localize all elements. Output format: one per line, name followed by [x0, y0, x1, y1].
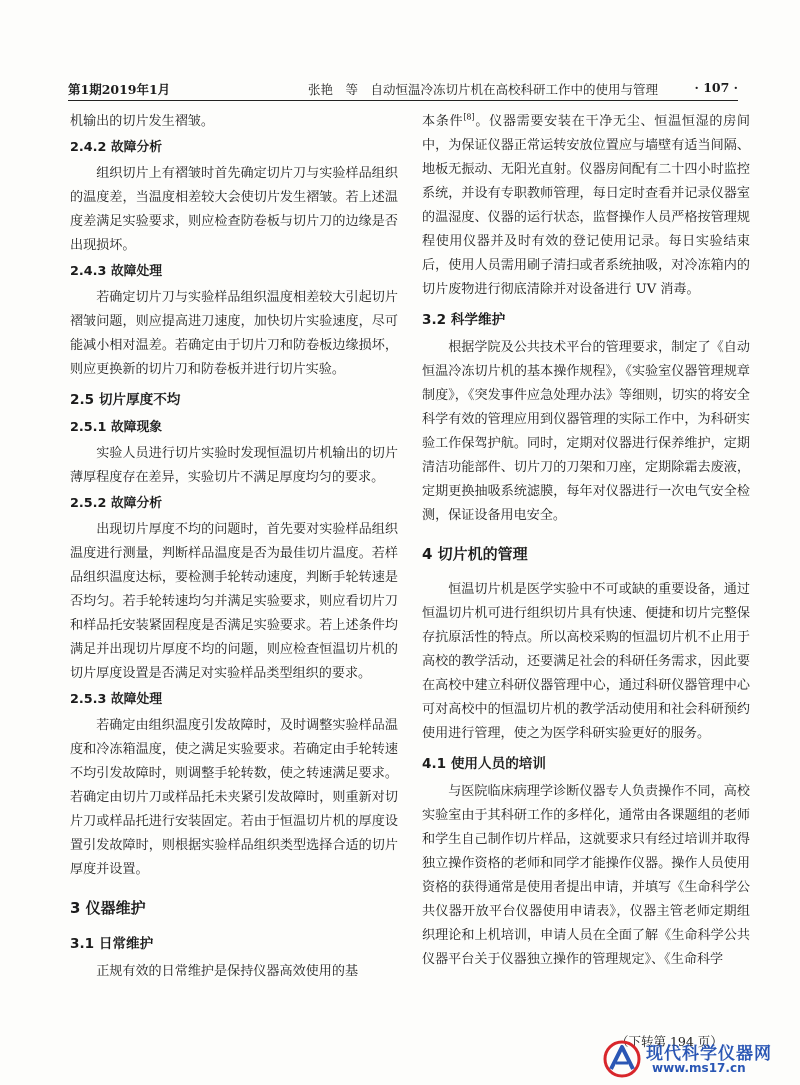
section-heading-3: 3 仪器维护: [70, 899, 146, 917]
paragraph: 若确定切片刀与实验样品组织温度相差较大引起切片褶皱问题，则应提高进刀速度，加快切片实验速度，尽可能减小相对温差。若确定由于切片刀和防卷板边缘损坏，则应更换新的切片刀和防卷板并进行切片实验。: [70, 290, 398, 377]
paragraph: 若确定由组织温度引发故障时，及时调整实验样品温度和冷冻箱温度，使之满足实验要求。若确定由手轮转速不均引发故障时，则调整手轮转数，使之转速满足要求。若确定由切片刀或样品托未夹紧引发故障时，则重新对切片刀或样品托进行安装固定。若由于恒温切片机的厚度设置引发故障时，则根据实验样品组织类型选择合适的切片厚度并设置。: [70, 718, 398, 877]
right-column: [422, 110, 750, 972]
section-heading-3-2: 3.2 科学维护: [422, 312, 506, 328]
paragraph: 实验人员进行切片实验时发现恒温切片机输出的切片薄厚程度存在差异，实验切片不满足厚度均匀的要求。: [70, 446, 398, 485]
section-heading-2-4-3: 2.4.3 故障处理: [70, 264, 163, 279]
section-heading-2-5-1: 2.5.1 故障现象: [70, 420, 163, 435]
paragraph-text: 本条件: [422, 114, 464, 129]
section-heading-4-1: 4.1 使用人员的培训: [422, 756, 546, 772]
running-title: 张艳 等 自动恒温冷冻切片机在高校科研工作中的使用与管理: [308, 82, 659, 97]
paragraph: 根据学院及公共技术平台的管理要求，制定了《自动恒温冷冻切片机的基本操作规程》，《实验室仪器管理规章制度》，《突发事件应急处理办法》等细则，切实的将安全科学有效的管理应用到仪器管理的实际工作中，为科研实验工作保驾护航。同时，定期对仪器进行保养维护，定期清洁功能部件、切片刀的刀架和刀座，定期除霜去废液，定期更换抽吸系统滤膜，每年对仪器进行一次电气安全检测，保证设备用电安全。: [422, 340, 750, 523]
paragraph: 机输出的切片发生褶皱。: [70, 114, 215, 129]
continued-note: （下转第 194 页）: [616, 1034, 723, 1049]
section-heading-3-1: 3.1 日常维护: [70, 936, 154, 952]
paragraph-text: 。仪器需要安装在干净无尘、恒温恒湿的房间中，为保证仪器正常运转安放位置应与墙壁有适当间隔、地板无振动、无阳光直射。仪器房间配有二十四小时监控系统，并设有专职教师管理，每日定时查看并记录仪器室的温湿度、仪器的运行状态，监督操作人员严格按管理规程使用仪器并及时有效的登记使用记录。每日实验结束后，使用人员需用刷子清扫或者系统抽吸，对冷冻箱内的切片废物进行彻底清除并对设备进行 UV 消毒。: [422, 114, 751, 297]
watermark-name: 现代科学仪器网: [646, 1044, 772, 1064]
section-heading-2-5-3: 2.5.3 故障处理: [70, 692, 163, 707]
ms17-logo-icon: [602, 1039, 642, 1079]
issue-date: 第1期2019年1月: [68, 82, 171, 97]
section-heading-2-4-2: 2.4.2 故障分析: [70, 140, 163, 155]
section-heading-2-5-2: 2.5.2 故障分析: [70, 496, 163, 511]
paragraph: [422, 110, 750, 302]
watermark: [602, 1037, 792, 1079]
page-number: · 107 ·: [694, 80, 738, 95]
running-header: [68, 78, 738, 101]
paragraph: 正规有效的日常维护是保持仪器高效使用的基: [96, 964, 359, 979]
section-heading-4: 4 切片机的管理: [422, 545, 528, 563]
section-heading-2-5: 2.5 切片厚度不均: [70, 392, 181, 408]
citation-ref: [8]: [463, 112, 475, 122]
paragraph: 恒温切片机是医学实验中不可或缺的重要设备，通过恒温切片机可进行组织切片具有快速、便捷和切片完整保存抗原活性的特点。所以高校采购的恒温切片机不止用于高校的教学活动，还要满足社会的科研任务需求，因此要在高校中建立科研仪器管理中心，通过科研仪器管理中心可对高校中的恒温切片机的教学活动使用和社会科研预约使用进行管理，使之为医学科研实验更好的服务。: [422, 582, 750, 741]
paragraph: 组织切片上有褶皱时首先确定切片刀与实验样品组织的温度差，当温度相差较大会使切片发生褶皱。若上述温度差满足实验要求，则应检查防卷板与切片刀的边缘是否出现损坏。: [70, 166, 398, 253]
paragraph: 与医院临床病理学诊断仪器专人负责操作不同，高校实验室由于其科研工作的多样化，通常由各课题组的老师和学生自己制作切片样品，这就要求只有经过培训并取得独立操作资格的老师和同学才能操作仪器。操作人员使用资格的获得通常是使用者提出申请，并填写《生命科学公共仪器开放平台仪器使用申请表》，仪器主管老师定期组织理论和上机培训，申请人员在全面了解《生命科学公共仪器平台关于仪器独立操作的管理规定》、《生命科学: [422, 784, 750, 967]
left-column: [70, 110, 398, 984]
watermark-url: www.ms17.cn: [652, 1061, 746, 1075]
paragraph: 出现切片厚度不均的问题时，首先要对实验样品组织温度进行测量，判断样品温度是否为最佳切片温度。若样品组织温度达标，要检测手轮转动速度，判断手轮转速是否均匀。若手轮转速均匀并满足实验要求，则应看切片刀和样品托安装紧固程度是否满足实验要求。若上述条件均满足并出现切片厚度不均的问题，则应检查恒温切片机的切片厚度设置是否满足对实验样品类型组织的要求。: [70, 522, 398, 681]
